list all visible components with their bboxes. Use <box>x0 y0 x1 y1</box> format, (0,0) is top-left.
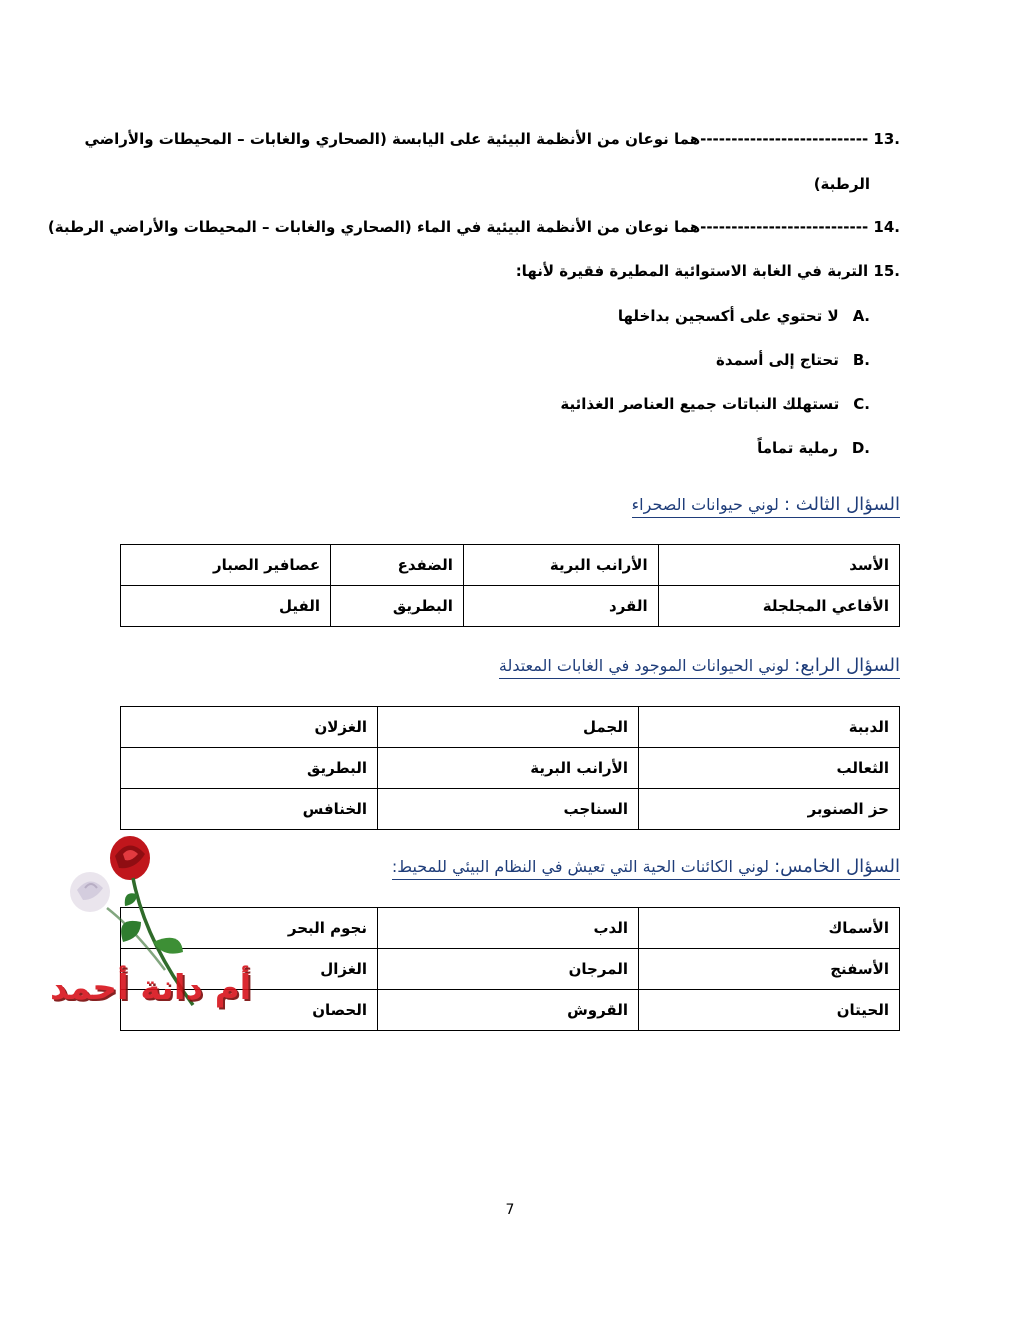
question-text: هما نوعان من الأنظمة البيئية على اليابسة (الصحاري والغابات – المحيطات والأراضي <box>84 130 701 148</box>
section-instruction: لوني حيوانات الصحراء <box>631 495 779 514</box>
table-cell[interactable]: الخنافس <box>121 789 378 830</box>
table-cell[interactable]: الدب <box>378 908 639 949</box>
table-cell[interactable]: الأرانب البرية <box>463 545 658 586</box>
section-label: السؤال الخامس: <box>774 856 900 877</box>
table-cell[interactable]: الحيتان <box>639 990 900 1031</box>
table-row <box>121 789 900 830</box>
section-5-heading <box>392 856 900 880</box>
answer-blank: --------------------------- <box>700 130 869 148</box>
question-15 <box>516 262 900 280</box>
table-cell[interactable]: الغزال <box>121 949 378 990</box>
option-letter: .B <box>852 351 870 369</box>
table-cell[interactable]: الأفاعي المجلجلة <box>658 586 899 627</box>
question-14 <box>48 218 900 236</box>
table-cell[interactable]: القرد <box>463 586 658 627</box>
table-cell[interactable]: نجوم البحر <box>121 908 378 949</box>
table-cell[interactable]: البطريق <box>331 586 464 627</box>
table-cell[interactable]: السناجب <box>378 789 639 830</box>
question-number: .14 <box>873 218 900 236</box>
question-number: .13 <box>873 130 900 148</box>
table-cell[interactable]: الضفدع <box>331 545 464 586</box>
table-cell[interactable]: حز الصنوبر <box>639 789 900 830</box>
question-13 <box>84 130 900 148</box>
section-4-heading <box>499 655 900 679</box>
table-cell[interactable]: الحصان <box>121 990 378 1031</box>
option-text: تستهلك النباتات جميع العناصر الغذائية <box>560 395 840 413</box>
table-cell[interactable]: الأسماك <box>639 908 900 949</box>
section-3-heading <box>632 494 900 518</box>
option-text: رملية تماماً <box>757 439 838 457</box>
option-b <box>716 351 870 369</box>
table-cell[interactable]: الأسفنج <box>639 949 900 990</box>
table-cell[interactable]: الأسد <box>658 545 899 586</box>
table-row <box>121 545 900 586</box>
section-label: السؤال الرابع: <box>794 655 900 676</box>
option-c <box>560 395 870 413</box>
option-letter: .C <box>853 395 870 413</box>
table-row <box>121 707 900 748</box>
page-number: 7 <box>505 1202 515 1218</box>
option-text: تحتاج إلى أسمدة <box>715 351 839 369</box>
table-cell[interactable]: المرجان <box>378 949 639 990</box>
table-cell[interactable]: الجمل <box>378 707 639 748</box>
question-text: هما نوعان من الأنظمة البيئية في الماء (الصحاري والغابات – المحيطات والأراضي الرطبة) <box>47 218 701 236</box>
option-a <box>618 307 870 325</box>
desert-animals-table <box>120 544 900 627</box>
table-cell[interactable]: الغزلان <box>121 707 378 748</box>
temperate-forest-animals-table <box>120 706 900 830</box>
table-cell[interactable]: الثعالب <box>639 748 900 789</box>
section-instruction: لوني الكائنات الحية التي تعيش في النظام البيئي للمحيط: <box>391 857 770 876</box>
question-text: التربة في الغابة الاستوائية المطيرة فقيرة لأنها: <box>515 262 869 280</box>
table-cell[interactable]: الفيل <box>121 586 331 627</box>
question-number: .15 <box>873 262 900 280</box>
answer-blank: --------------------------- <box>700 218 869 236</box>
option-d <box>757 439 870 457</box>
table-row <box>121 586 900 627</box>
table-cell[interactable]: الدببة <box>639 707 900 748</box>
table-cell[interactable]: البطريق <box>121 748 378 789</box>
section-label: السؤال الثالث : <box>784 494 900 515</box>
option-letter: .D <box>851 439 870 457</box>
table-cell[interactable]: الأرانب البرية <box>378 748 639 789</box>
table-row <box>121 748 900 789</box>
table-cell[interactable]: القروش <box>378 990 639 1031</box>
watermark-text: أم دانة أحمد <box>50 968 252 1008</box>
section-instruction: لوني الحيوانات الموجود في الغابات المعتدلة <box>498 656 790 675</box>
option-letter: .A <box>852 307 870 325</box>
option-text: لا تحتوي على أكسجين بداخلها <box>617 307 839 325</box>
question-13-continuation: الرطبة) <box>813 175 870 193</box>
table-cell[interactable]: عصافير الصبار <box>121 545 331 586</box>
